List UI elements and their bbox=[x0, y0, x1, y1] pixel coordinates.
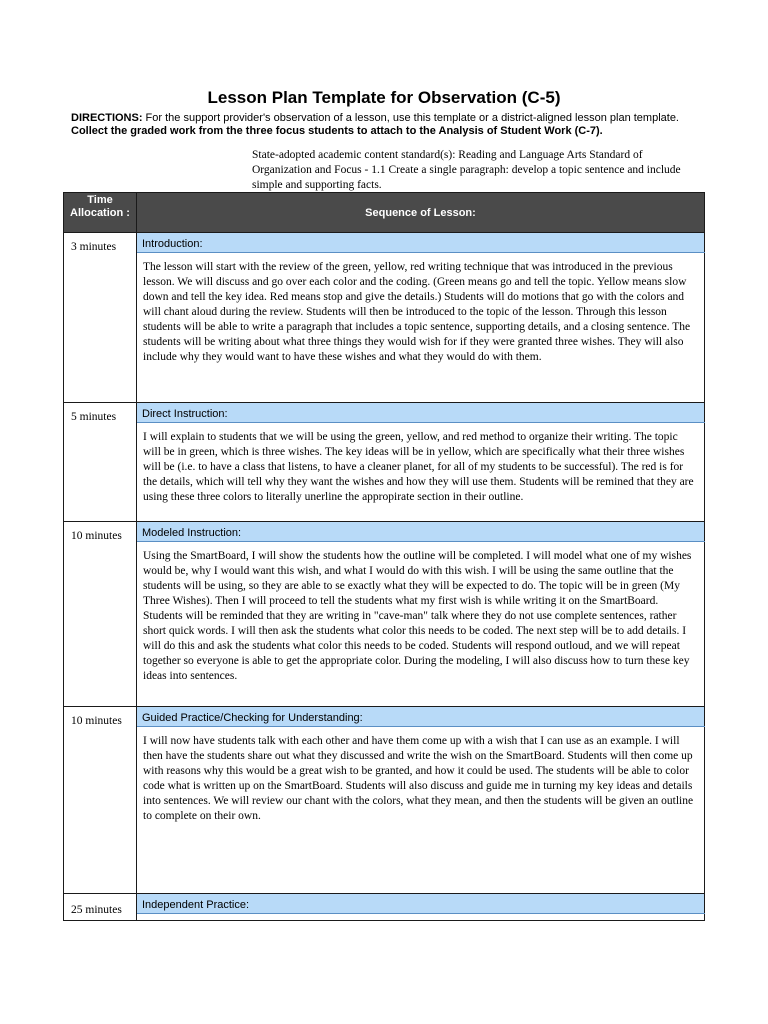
header-sequence-of-lesson: Sequence of Lesson: bbox=[137, 193, 705, 233]
time-cell: 10 minutes bbox=[64, 522, 137, 707]
section-label-direct-instruction: Direct Instruction: bbox=[137, 403, 705, 423]
table-row bbox=[64, 542, 705, 707]
section-content bbox=[137, 914, 705, 921]
content-standard: State-adopted academic content standard(s): Reading and Language Arts Standard of Organization and Focus - 1.1 Create a single paragraph: develop a topic sentence and include simple and supporting facts. bbox=[252, 149, 681, 191]
table-row bbox=[64, 253, 705, 403]
section-content: I will now have students talk with each other and have them come up with a wish that I can use as an example. I will then have the students share out what they discussed and write the wish on the SmartBoard. Students will then come up with reasons why this would be a great wish to be granted, and how it could be used. The students will be able to color code what is written up on the SmartBoard. Students will also discuss and guide me in turning my key ideas and details into sentences. We will review our chant with the colors, what they mean, and then the students will be given an outline to complete on their own. bbox=[137, 727, 705, 894]
header-time-allocation: Time Allocation : bbox=[64, 193, 137, 233]
directions-label: DIRECTIONS: bbox=[71, 112, 143, 124]
time-cell: 3 minutes bbox=[64, 233, 137, 403]
table-row bbox=[64, 403, 705, 423]
table-row bbox=[64, 522, 705, 542]
directions-bold-text: Collect the graded work from the three focus students to attach to the Analysis of Student Work (C-7). bbox=[71, 125, 603, 137]
section-label-modeled-instruction: Modeled Instruction: bbox=[137, 522, 705, 542]
table-row bbox=[64, 233, 705, 253]
table-row bbox=[64, 707, 705, 727]
time-cell: 25 minutes bbox=[64, 894, 137, 921]
directions bbox=[71, 112, 711, 138]
lesson-sequence-table bbox=[63, 192, 705, 921]
section-content: The lesson will start with the review of the green, yellow, red writing technique that was introduced in the previous lesson. We will discuss and go over each color and the coding. (Green means go and tell the topic. Yellow means slow down and tell the key idea. Red means stop and give the details.) Students will do motions that go with the colors and will chant aloud during the review. Students will then be introduced to the topic of the lesson. Through this lesson students will be able to write a paragraph that includes a topic sentence, supporting details, and a closing sentence. The students will be writing about what three things they would wish for if they were granted three wishes. They will also include why they would want to have these wishes and what they would do with them. bbox=[137, 253, 705, 403]
table-row bbox=[64, 423, 705, 522]
section-label-independent-practice: Independent Practice: bbox=[137, 894, 705, 914]
page-title: Lesson Plan Template for Observation (C-5) bbox=[207, 88, 561, 107]
section-content: I will explain to students that we will be using the green, yellow, and red method to organize their writing. The topic will be in green, which is three wishes. The key ideas will be in yellow, which are specifically what their three wishes will be (i.e. to have a class that listens, to have a cleaner planet, for all of my students to be successful). The red is for the details, which will tell why they want the wishes and how they will use them. Students will be remined that they are using these three colors to literally unerline the appropirate section in their outline. bbox=[137, 423, 705, 522]
section-content: Using the SmartBoard, I will show the students how the outline will be completed. I will model what one of my wishes would be, why I would want this wish, and what I would do with this wish. I will be using the same outline that the students will be using, so they are able to se exactly what they will be expected to do. The topic will be in green (My Three Wishes). Then I will proceed to tell the students what my first wish is while writing it on the SmartBoard. Students will be reminded that they are writing in "cave-man" talk where they do not use complete sentences, rather short quick words. I will then ask the students what color this needs to be coded. The next step will be to add details. I will do this and ask the students what color this needs to be coded. Students will respond outloud, and we will repeat together so everyone is able to get the appropriate color. During the modeling, I will also discuss how to turn these key ideas into sentences. bbox=[137, 542, 705, 707]
directions-text: For the support provider's observation of a lesson, use this template or a district-aligned lesson plan template. bbox=[142, 112, 679, 124]
table-row bbox=[64, 914, 705, 921]
time-cell: 10 minutes bbox=[64, 707, 137, 894]
table-row bbox=[64, 727, 705, 894]
section-label-introduction: Introduction: bbox=[137, 233, 705, 253]
table-header-row bbox=[64, 193, 705, 233]
section-label-guided-practice: Guided Practice/Checking for Understanding: bbox=[137, 707, 705, 727]
table-row bbox=[64, 894, 705, 914]
time-cell: 5 minutes bbox=[64, 403, 137, 522]
